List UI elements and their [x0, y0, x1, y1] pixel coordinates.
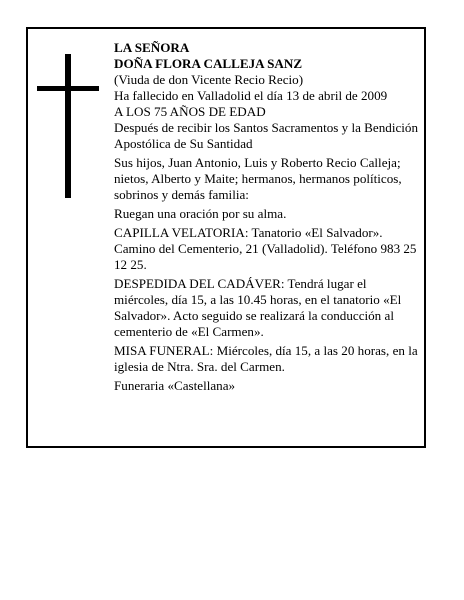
age-line: A LOS 75 AÑOS DE EDAD — [114, 104, 266, 119]
cross-vertical-bar — [65, 54, 71, 198]
funeral-home: Funeraria «Castellana» — [114, 378, 236, 393]
funeral-mass-paragraph: MISA FUNERAL: Miércoles, día 15, a las 20 horas, en la iglesia de Ntra. Sra. del Carmen. — [114, 343, 418, 374]
title-line-1: LA SEÑORA — [114, 40, 190, 55]
prayer-request: Ruegan una oración por su alma. — [114, 206, 287, 221]
funeral-departure-paragraph: DESPEDIDA DEL CADÁVER: Tendrá lugar el miércoles, día 15, a las 10.45 horas, en el tanatorio «El Salvador». Acto seguido se realizará la conducción al cementerio de «El Carmen». — [114, 276, 402, 339]
cross-horizontal-bar — [37, 86, 99, 91]
obituary-text — [114, 40, 420, 397]
deceased-name: DOÑA FLORA CALLEJA SANZ — [114, 56, 303, 71]
sacraments-paragraph: Después de recibir los Santos Sacramentos y la Bendición Apostólica de Su Santidad — [114, 120, 418, 151]
family-paragraph: Sus hijos, Juan Antonio, Luis y Roberto Recio Calleja; nietos, Alberto y Maite; hermanos, hermanos políticos, sobrinos y demás familia: — [114, 155, 402, 202]
wake-paragraph: CAPILLA VELATORIA: Tanatorio «El Salvador». Camino del Cementerio, 21 (Valladolid). Teléfono 983 25 12 25. — [114, 225, 417, 272]
widow-of: (Viuda de don Vicente Recio Recio) — [114, 72, 304, 87]
cross-icon — [37, 54, 99, 198]
death-announcement: Ha fallecido en Valladolid el día 13 de abril de 2009 — [114, 88, 388, 103]
